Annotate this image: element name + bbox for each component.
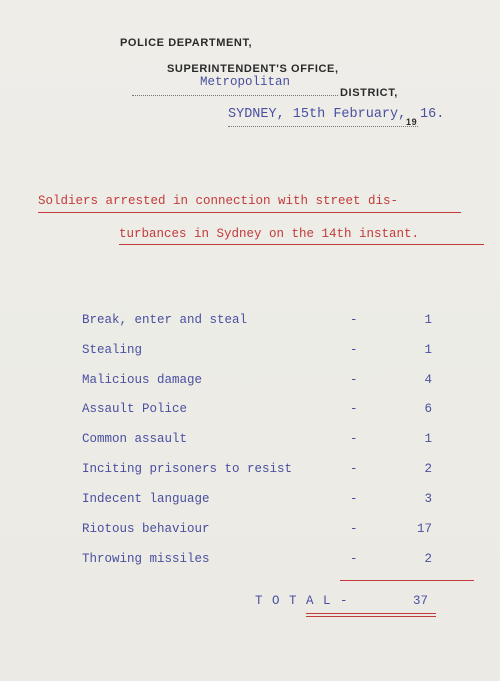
offence-count: 2 <box>424 462 432 476</box>
subject-line-2: turbances in Sydney on the 14th instant. <box>119 227 420 241</box>
offence-dash: - <box>350 552 358 566</box>
offence-dash: - <box>350 522 358 536</box>
offence-row <box>82 373 442 389</box>
place-date: SYDNEY, 15th February, <box>228 107 407 122</box>
total-double-underline-bottom <box>306 616 436 617</box>
offence-count: 6 <box>424 402 432 416</box>
offence-dash: - <box>350 343 358 357</box>
district-dotted-line <box>132 95 338 96</box>
offence-count: 1 <box>424 432 432 446</box>
subject-underline-2 <box>119 244 484 245</box>
office-heading: SUPERINTENDENT'S OFFICE, <box>167 63 339 75</box>
department-heading: POLICE DEPARTMENT, <box>120 37 253 49</box>
offence-dash: - <box>350 313 358 327</box>
offence-dash: - <box>350 462 358 476</box>
offence-label: Break, enter and steal <box>82 313 248 327</box>
offence-row <box>82 462 442 478</box>
subject-underline-1 <box>38 212 461 213</box>
date-dotted-line <box>228 126 418 127</box>
offence-label: Malicious damage <box>82 373 203 387</box>
offence-label: Inciting prisoners to resist <box>82 462 293 476</box>
total-count: 37 <box>413 594 429 608</box>
offence-label: Riotous behaviour <box>82 522 210 536</box>
offence-row <box>82 313 442 329</box>
offence-dash: - <box>350 402 358 416</box>
district-name: Metropolitan <box>200 75 291 89</box>
offence-label: Common assault <box>82 432 188 446</box>
offence-row <box>82 402 442 418</box>
offence-row <box>82 522 442 538</box>
total-rule <box>340 580 474 581</box>
offence-count: 4 <box>424 373 432 387</box>
offence-dash: - <box>350 492 358 506</box>
total-double-underline-top <box>306 613 436 614</box>
offence-row <box>82 492 442 508</box>
total-label: T O T A L - <box>255 594 349 608</box>
offence-label: Indecent language <box>82 492 210 506</box>
offence-count: 17 <box>416 522 432 536</box>
year-prefix: 19 <box>406 117 418 127</box>
offence-row <box>82 432 442 448</box>
offence-dash: - <box>350 373 358 387</box>
district-label: DISTRICT, <box>340 87 398 99</box>
offence-dash: - <box>350 432 358 446</box>
offence-row <box>82 343 442 359</box>
offence-row <box>82 552 442 568</box>
offence-count: 1 <box>424 343 432 357</box>
offence-count: 1 <box>424 313 432 327</box>
offence-count: 3 <box>424 492 432 506</box>
offence-count: 2 <box>424 552 432 566</box>
offence-label: Throwing missiles <box>82 552 210 566</box>
year-suffix: 16. <box>420 107 445 122</box>
offence-label: Stealing <box>82 343 143 357</box>
offence-label: Assault Police <box>82 402 188 416</box>
subject-line-1: Soldiers arrested in connection with street dis- <box>38 194 399 208</box>
